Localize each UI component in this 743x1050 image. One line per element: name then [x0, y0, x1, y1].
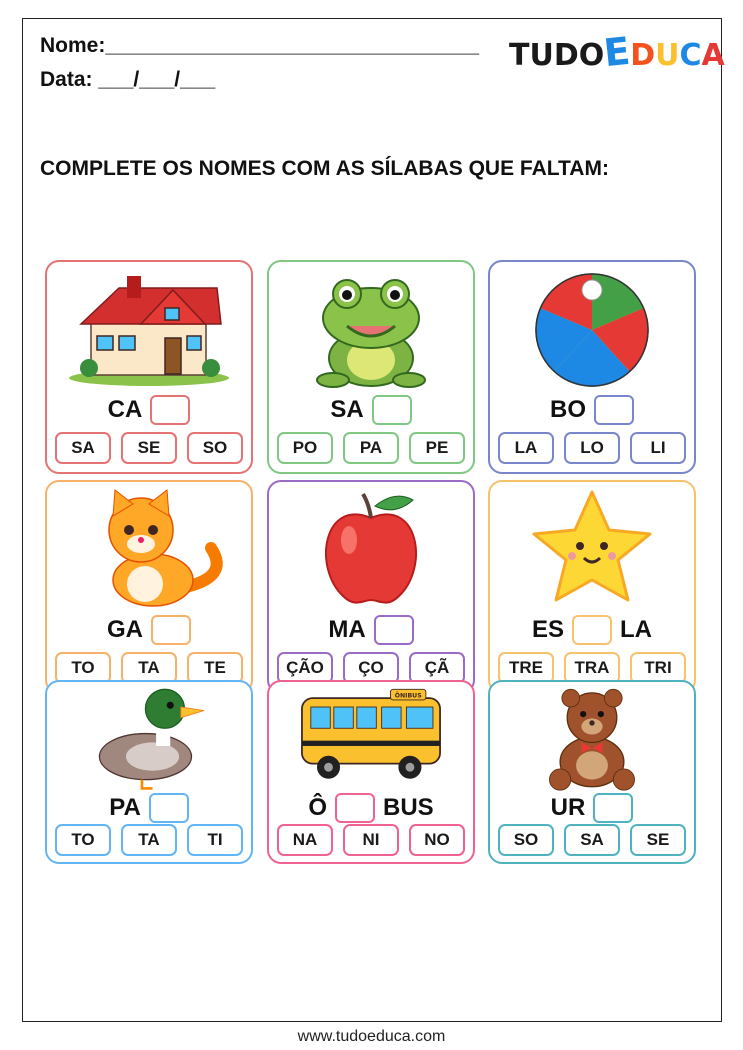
option-button[interactable]: TI	[187, 824, 243, 856]
syllable-word: GA	[47, 612, 251, 648]
option-button[interactable]: TRE	[498, 652, 554, 684]
option-button[interactable]: ÇÃO	[277, 652, 333, 684]
bus-icon	[283, 684, 459, 792]
option-button[interactable]: NI	[343, 824, 399, 856]
frog-icon	[283, 268, 459, 390]
syllable-options	[269, 824, 473, 856]
option-button[interactable]: PO	[277, 432, 333, 464]
card-pato	[45, 680, 253, 864]
answer-box[interactable]	[593, 793, 633, 823]
card-sapo	[267, 260, 475, 474]
answer-box[interactable]	[151, 615, 191, 645]
option-button[interactable]: TA	[121, 824, 177, 856]
option-button[interactable]: PE	[409, 432, 465, 464]
option-button[interactable]: TA	[121, 652, 177, 684]
option-button[interactable]: SE	[121, 432, 177, 464]
card-onibus	[267, 680, 475, 864]
date-field[interactable]: Data: ___/___/___	[40, 68, 216, 91]
option-button[interactable]: ÇÃ	[409, 652, 465, 684]
card-bola	[488, 260, 696, 474]
name-field[interactable]: Nome:________________________________	[40, 34, 480, 57]
option-button[interactable]: SO	[187, 432, 243, 464]
option-button[interactable]: TO	[55, 824, 111, 856]
option-button[interactable]: LA	[498, 432, 554, 464]
option-button[interactable]: LI	[630, 432, 686, 464]
option-button[interactable]: LO	[564, 432, 620, 464]
syllable-options	[490, 824, 694, 856]
footer-url: www.tudoeduca.com	[297, 1028, 446, 1045]
syllable-word: CA	[47, 392, 251, 428]
duck-icon	[61, 684, 237, 792]
teddy-bear-icon	[504, 684, 680, 792]
option-button[interactable]: TRI	[630, 652, 686, 684]
bus-sign: ÔNIBUS	[394, 692, 422, 700]
syllable-word: BO	[490, 392, 694, 428]
answer-box[interactable]	[149, 793, 189, 823]
option-button[interactable]: SA	[55, 432, 111, 464]
card-gato	[45, 480, 253, 694]
option-button[interactable]: ÇO	[343, 652, 399, 684]
cat-icon	[61, 488, 237, 610]
syllable-options	[47, 432, 251, 464]
option-button[interactable]: NO	[409, 824, 465, 856]
instruction-title: COMPLETE OS NOMES COM AS SÍLABAS QUE FALTAM:	[40, 157, 609, 180]
syllable-word: SA	[269, 392, 473, 428]
option-button[interactable]: NA	[277, 824, 333, 856]
apple-icon	[283, 488, 459, 610]
answer-box[interactable]	[374, 615, 414, 645]
tudoeduca-logo: TUDOEDUCA	[509, 28, 725, 76]
option-button[interactable]: SO	[498, 824, 554, 856]
answer-box[interactable]	[572, 615, 612, 645]
card-casa	[45, 260, 253, 474]
ball-icon	[504, 268, 680, 390]
card-maca	[267, 480, 475, 694]
option-button[interactable]: SE	[630, 824, 686, 856]
card-estrela	[488, 480, 696, 694]
option-button[interactable]: SA	[564, 824, 620, 856]
syllable-word: UR	[490, 790, 694, 826]
card-urso	[488, 680, 696, 864]
option-button[interactable]: TRA	[564, 652, 620, 684]
answer-box[interactable]	[335, 793, 375, 823]
syllable-word: Ô BUS	[308, 794, 434, 821]
syllable-word: ES LA	[531, 616, 652, 643]
answer-box[interactable]	[372, 395, 412, 425]
syllable-word: PA	[47, 790, 251, 826]
syllable-options	[47, 824, 251, 856]
option-button[interactable]: PA	[343, 432, 399, 464]
syllable-word: MA	[269, 612, 473, 648]
syllable-options	[490, 432, 694, 464]
answer-box[interactable]	[594, 395, 634, 425]
answer-box[interactable]	[150, 395, 190, 425]
star-icon	[504, 488, 680, 610]
house-icon	[61, 268, 237, 390]
option-button[interactable]: TE	[187, 652, 243, 684]
syllable-options	[269, 432, 473, 464]
option-button[interactable]: TO	[55, 652, 111, 684]
